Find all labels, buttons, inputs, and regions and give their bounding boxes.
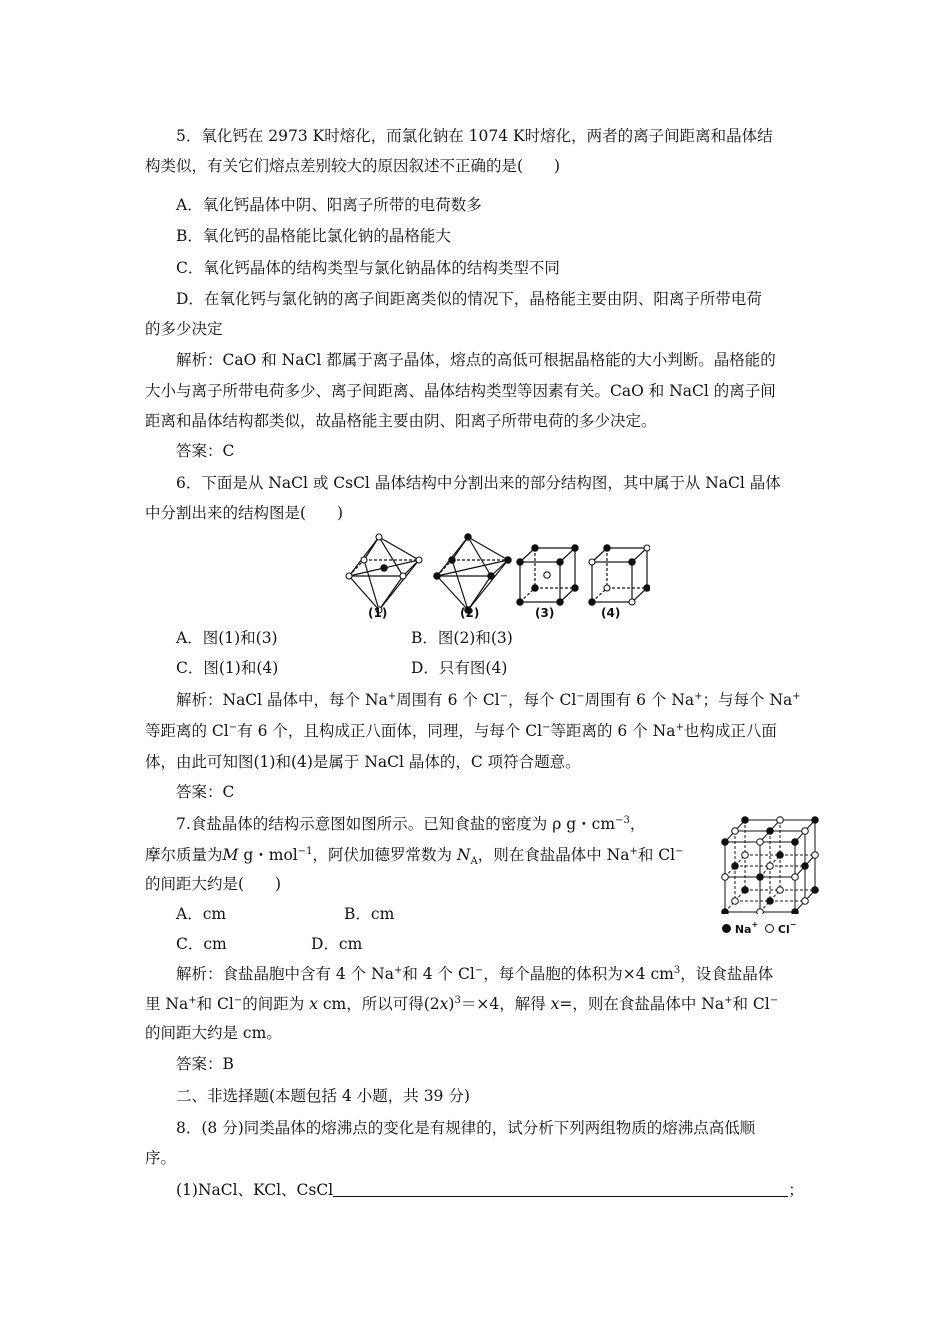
na-legend-dot bbox=[722, 924, 731, 933]
q8-item-1: (1)NaCl、KCl、CsCl ； bbox=[176, 1181, 804, 1199]
q8-answer-blank-1[interactable] bbox=[333, 1182, 788, 1197]
q6-option-b: B．图(2)和(3) bbox=[411, 629, 513, 647]
q5-explanation-line3: 距离和晶体结构都类似，故晶格能主要由阴、阳离子所带电荷的多少决定。 bbox=[145, 412, 657, 430]
q7-answer: 答案：B bbox=[176, 1055, 234, 1073]
q6-option-c: C．图(1)和(4) bbox=[176, 659, 279, 677]
q5-stem-line2: 构类似，有关它们熔点差别较大的原因叙述不正确的是( ) bbox=[145, 157, 561, 175]
q5-option-d-line1: D．在氧化钙与氯化钠的离子间距离类似的情况下，晶格能主要由阴、阳离子所带电荷 bbox=[176, 290, 762, 308]
fig-label-1: (1) bbox=[368, 606, 388, 620]
q6-option-a: A．图(1)和(3) bbox=[176, 629, 278, 647]
q5-answer: 答案：C bbox=[176, 442, 235, 460]
q7-stem-line1: 7.食盐晶体的结构示意图如图所示。已知食盐的密度为 ρ g・$cm^{-3}$， bbox=[176, 815, 646, 833]
q6-stem-line2: 中分割出来的结构图是( ) bbox=[145, 504, 344, 522]
q6-explanation-line1: 解析：NaCl 晶体中，每个 Na+周围有 6 个 Cl−，每个 Cl−周围有 6 个 Na+；与每个 Na+ bbox=[176, 691, 801, 709]
cl-legend-dot bbox=[765, 924, 774, 933]
nacl-lattice-figure bbox=[715, 812, 827, 914]
octahedron-figure-2 bbox=[437, 537, 508, 610]
q6-explanation-line2: 等距离的 Cl−有 6 个，且构成正八面体，同理，与每个 Cl−等距离的 6 个 Na+也构成正八面 bbox=[145, 722, 777, 740]
q7-option-d: D．cm bbox=[311, 935, 363, 953]
lattice-legend: Na+ Cl− bbox=[722, 920, 796, 940]
q7-explanation-line1: 解析：食盐晶胞中含有 4 个 Na+和 4 个 Cl−，每个晶胞的体积为×4 $cm^3$，设食盐晶体 bbox=[176, 965, 774, 983]
octahedron-figure-1 bbox=[349, 537, 419, 610]
q6-stem-line1: 6．下面是从 NaCl 或 CsCl 晶体结构中分割出来的部分结构图，其中属于从 NaCl 晶体 bbox=[176, 474, 781, 492]
section-2-heading: 二、非选择题(本题包括 4 小题，共 39 分) bbox=[176, 1087, 470, 1105]
q7-option-c: C．cm bbox=[176, 935, 227, 953]
cube-figure-4 bbox=[592, 548, 647, 602]
q7-stem-line3: 的间距大约是( ) bbox=[145, 875, 282, 893]
q5-option-b: B．氧化钙的晶格能比氯化钠的晶格能大 bbox=[176, 227, 451, 245]
fig-label-4: (4) bbox=[601, 606, 621, 620]
q5-explanation-line1: 解析：CaO 和 NaCl 都属于离子晶体，熔点的高低可根据晶格能的大小判断。晶格能的 bbox=[176, 351, 776, 369]
q5-stem-line1: 5．氧化钙在 2973 K时熔化，而氯化钠在 1074 K时熔化，两者的离子间距离和晶体结 bbox=[176, 127, 773, 145]
q7-option-a: A．cm bbox=[176, 905, 227, 923]
q7-explanation-line3: 的间距大约是 cm。 bbox=[145, 1024, 282, 1042]
q8-stem-line1: 8．(8 分)同类晶体的熔沸点的变化是有规律的，试分析下列两组物质的熔沸点高低顺 bbox=[176, 1119, 756, 1137]
q5-option-d-line2: 的多少决定 bbox=[145, 320, 223, 338]
q8-stem-line2: 序。 bbox=[145, 1149, 177, 1167]
fig-label-2: (2) bbox=[460, 606, 480, 620]
q6-explanation-line3: 体，由此可知图(1)和(4)是属于 NaCl 晶体的，C 项符合题意。 bbox=[145, 753, 581, 771]
q7-explanation-line2: 里 Na+和 Cl−的间距为 x cm，所以可得$(2x)^3=\times 4$，解得 x=，则在食盐晶体中 Na+和 Cl− bbox=[145, 995, 779, 1013]
q5-option-a: A．氧化钙晶体中阴、阳离子所带的电荷数多 bbox=[176, 196, 482, 214]
q7-option-b: B．cm bbox=[344, 905, 395, 923]
q5-option-c: C．氧化钙晶体的结构类型与氯化钠晶体的结构类型不同 bbox=[176, 259, 560, 277]
q7-stem-line2: 摩尔质量为M g・mol$^{-1}$，阿伏加德罗常数为 $N_A$，则在食盐晶体中 Na+和 Cl− bbox=[145, 846, 684, 868]
q5-explanation-line2: 大小与离子所带电荷多少、离子间距离、晶体结构类型等因素有关。CaO 和 NaCl 的离子间 bbox=[145, 382, 776, 400]
q6-option-d: D．只有图(4) bbox=[411, 659, 508, 677]
fig-label-3: (3) bbox=[535, 606, 555, 620]
q6-answer: 答案：C bbox=[176, 783, 235, 801]
